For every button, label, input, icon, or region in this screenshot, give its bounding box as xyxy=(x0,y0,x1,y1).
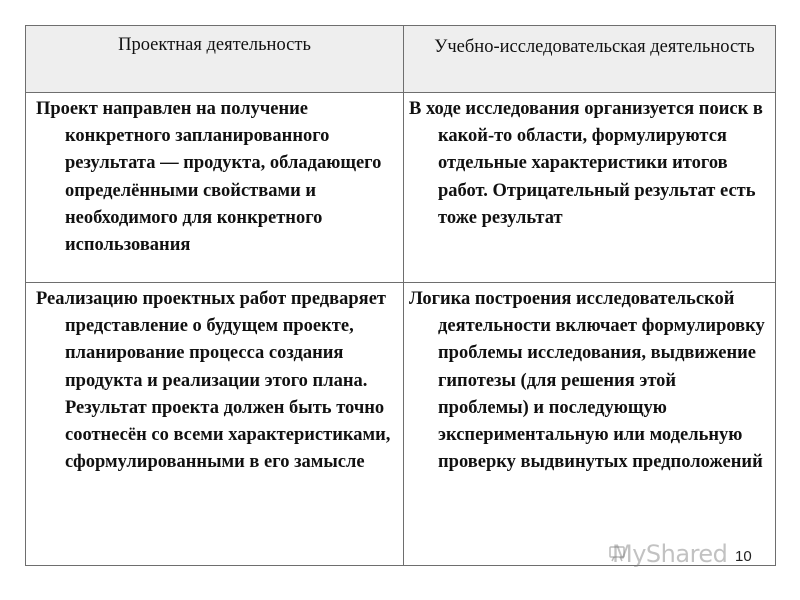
cell-text: В ходе исследования организуется поиск в какой-то области, формулируются отдельные характеристики итогов работ. Отрицательный результат есть тоже результат xyxy=(409,99,763,228)
header-project-label: Проектная деятельность xyxy=(118,35,311,55)
table-cell-row1-right xyxy=(404,93,776,283)
cell-text: Логика построения исследовательской деятельности включает формулировку проблемы исследования, выдвижение гипотезы (для решения этой проблемы) и последующую экспериментальную или модельную проверку выдвинутых предположений xyxy=(409,289,765,473)
header-research-label: Учебно-исследовательская деятельность xyxy=(434,37,755,57)
table-header-row xyxy=(26,26,776,93)
header-cell-project xyxy=(26,26,404,93)
table-row xyxy=(26,93,776,283)
cell-text: Проект направлен на получение конкретного запланированного результата — продукта, обладающего определёнными свойствами и необходимого для конкретного использования xyxy=(36,99,382,256)
table-cell-row1-left xyxy=(26,93,404,283)
cell-text: Реализацию проектных работ предваряет представление о будущем проекте, планирование процесса создания продукта и реализации этого плана. Результат проекта должен быть точно соотнесён со всеми характеристиками, сформулированными в его замысле xyxy=(36,289,391,473)
table-cell-row2-right xyxy=(404,283,776,566)
header-cell-research xyxy=(404,26,776,93)
comparison-table xyxy=(25,25,776,566)
table-cell-row2-left xyxy=(26,283,404,566)
table-row xyxy=(26,283,776,566)
page-number: 10 xyxy=(735,548,752,565)
watermark-text: MyShared xyxy=(612,540,728,568)
